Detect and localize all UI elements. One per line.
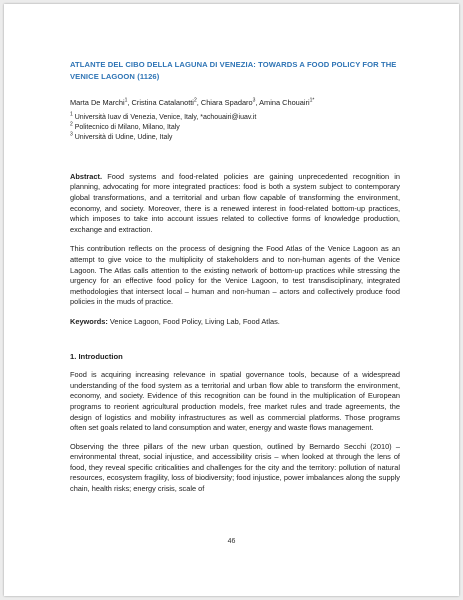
keywords-label: Keywords: [70,316,108,326]
affiliation-list [70,113,400,144]
affiliation [70,133,400,143]
author-list: Marta De Marchi$^1$, Cristina Catalanotti$^2$, Chiara Spadaro$^3$, Amina Chouairi$^{1*}$ [70,97,315,107]
affiliation [70,123,400,133]
affiliation-text: Università Iuav di Venezia, Venice, Italy, *achouairi@iuav.it [74,113,257,121]
page-content [70,59,400,495]
abstract-text: Food systems and food-related policies are gaining unprecedented recognition in planning, advocating for more integrated practices: food is both a system subject to contemporary global transformations, and a territorial and urban flow capable of transforming the environment, economy, and society. Moreover, there is a renewed interest in food-related bottom-up practices, which imposes to take into account issues related to collective forms of knowledge production, exchange and extraction. [70,171,400,234]
author-name: Amina Chouairi [259,98,310,107]
document-page [4,4,459,596]
affiliation-marker: 3 [70,132,73,139]
abstract-section [70,172,400,328]
keywords-text: Venice Lagoon, Food Policy, Living Lab, Food Atlas. [109,316,280,326]
author-name: Cristina Catalanotti [131,98,194,107]
keywords-line [70,317,400,328]
body-paragraph: Observing the three pillars of the new urban question, outlined by Bernardo Secchi (2010) – environmental threat, social injustice, and accessibility crisis – when looked at through the lens of food, they reveal specific criticalities and challenges for the city and the territory: pollution of natural resources, ecosystem fragility, loss of biodiversity; food injustice, power imbalances along the supply chain, health risks; energy crisis, scale of [70,441,400,494]
abstract-label: Abstract. [70,171,103,181]
abstract-paragraph: This contribution reflects on the process of designing the Food Atlas of the Venice Lagoon as an attempt to give voice to the multiplicity of stakeholders and to non-human agents of the Venice Lagoon. The Atlas calls attention to the existing network of bottom-up practices while stressing the urgency for an effective food policy for the Venice Lagoon, to test transdisciplinary, integrated methodologies that intersect local – human and non-human – actors and collectively produce food policies in the muds of practice. [70,244,400,307]
author-name: Chiara Spadaro [200,98,253,107]
author-affiliation-marker: 1* [309,97,315,104]
author-affiliation-marker: 1 [124,97,128,104]
affiliation [70,113,400,123]
affiliation-marker: 1 [70,111,73,118]
author-name: Marta De Marchi [70,98,125,107]
affiliation-text: Università di Udine, Udine, Italy [74,134,173,142]
section-heading: 1. Introduction [70,351,123,361]
page-number: 46 [227,538,236,545]
author-affiliation-marker: 3 [252,97,256,104]
affiliation-marker: 2 [70,121,73,128]
body-paragraph: Food is acquiring increasing relevance in spatial governance tools, because of a widespread understanding of the food system as a territorial and urban flow able to transform the environment, economy, and society. Evidence of this recognition can be found in the multiplication of European programs to reorient agricultural production models, free market rules and trade agreements, the design of logistics and mobility infrastructures as well as commercial platforms. Those programs often set goals related to land consumption and water, energy and waste flows management. [70,370,400,433]
author-affiliation-marker: 2 [193,97,197,104]
paper-title: ATLANTE DEL CIBO DELLA LAGUNA DI VENEZIA: TOWARDS A FOOD POLICY FOR THE VENICE LAGOON (1126) [70,60,397,81]
abstract-paragraph [70,172,400,236]
affiliation-text: Politecnico di Milano, Milano, Italy [74,124,180,131]
